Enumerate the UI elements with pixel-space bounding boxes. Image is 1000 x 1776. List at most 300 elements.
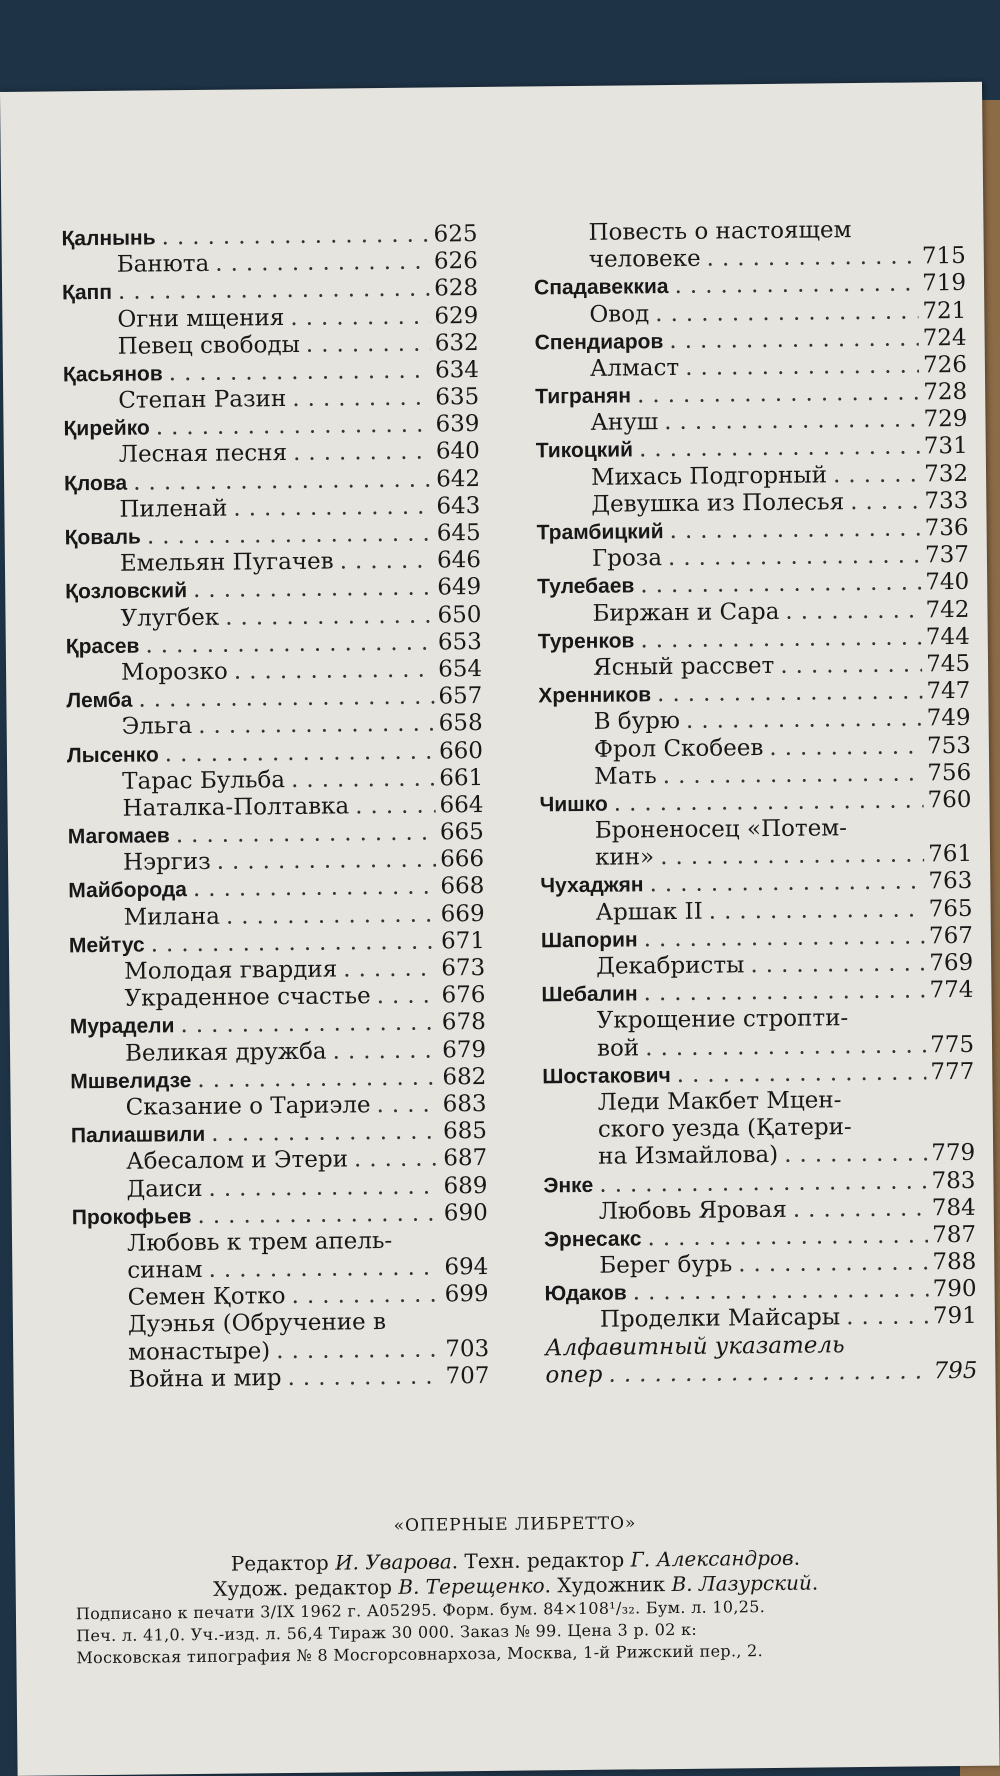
entry-title-line: человеке [588,245,701,274]
dot-leader [744,950,925,979]
entry-title: Пиленай [119,495,228,523]
entry-title: Украденное счастье [124,983,371,1012]
composer-entry [64,466,480,498]
dot-leader [778,1141,927,1170]
dot-leader [228,656,435,685]
entry-title: Трамбицкий [536,520,664,545]
entry-title: Великая дружба [124,1038,327,1067]
page-number: 632 [434,329,479,357]
opera-entry [71,1091,487,1123]
page-number: 724 [922,324,967,352]
dot-leader [634,624,922,654]
composer-entry [68,873,484,905]
page-number: 658 [438,710,483,737]
entry-title-line: кин» [594,844,655,872]
page-number: 679 [442,1036,487,1064]
dot-leader [663,325,919,355]
dot-leader [170,820,436,850]
dot-leader [132,684,434,714]
page-number: 690 [443,1199,488,1227]
dot-leader [191,1200,440,1230]
page-number: 642 [436,465,481,493]
entry-title-line: Укрощение стропти- [596,1005,849,1035]
entry-title: Война и мир [128,1364,282,1393]
dot-leader [334,548,434,576]
entry-title: Юдаков [544,1281,627,1306]
entry-title: Қоваль [64,525,142,550]
opera-entry [64,438,480,470]
entry-title: Алмаст [589,354,680,382]
dot-leader [349,792,436,820]
dot-leader [649,298,919,328]
dot-leader [270,1336,441,1365]
dot-leader [668,271,918,301]
opera-entry [65,547,481,579]
entry-title: Улугбек [120,604,220,632]
entry-title-line: Повесть о настоящем [588,217,852,246]
entry-title: Спендиаров [534,329,664,355]
dot-leader [732,1249,929,1278]
page-number: 726 [922,351,968,379]
page-number: 625 [433,220,478,248]
page-number: 777 [930,1058,975,1086]
dot-leader [774,651,922,680]
dot-leader [284,303,430,332]
dot-leader [209,249,430,279]
page-number: 715 [921,243,966,270]
page-number: 740 [925,569,970,596]
page-number: 661 [439,764,484,792]
dot-leader [187,575,434,605]
page-number: 649 [437,574,482,601]
page-number: 689 [443,1172,488,1199]
entry-title: Қасьянов [62,362,163,387]
contents-column-left [61,221,489,1394]
dot-leader [827,461,920,489]
dot-leader [205,1119,439,1149]
page-number: 653 [437,628,482,656]
dot-leader [602,1358,929,1389]
entry-title: Наталка-Полтавка [122,793,350,822]
composer-entry [69,928,485,960]
page-number: 775 [929,1031,975,1058]
dot-leader [658,407,920,437]
entry-title: Мшвелидзе [70,1068,192,1094]
page-number: 765 [928,895,973,922]
print-details-line-1: Подписано к печати 3/IX 1962 г. А05295. Форм. бум. 84×108¹/₃₂. Бум. л. 10,25. [75,1597,766,1624]
page-number: 640 [435,438,480,465]
opera-entry [67,765,483,797]
composer-entry [72,1200,488,1232]
entry-title: Емельян Пугачев [119,548,334,578]
page-number: 626 [433,248,478,275]
composer-entry [65,520,481,552]
dot-leader [637,978,925,1008]
opera-entry [68,846,484,878]
page-number: 756 [927,759,972,787]
page-number: 733 [924,487,969,515]
entry-title: Нэргиз [122,849,211,877]
page-number: 629 [434,302,479,330]
dot-leader [631,379,920,409]
dot-leader [285,765,436,794]
entry-title: Шостакович [542,1063,671,1089]
entry-title-line: монастыре) [128,1337,271,1366]
dot-leader [663,515,920,545]
entry-title: Қрасев [65,634,140,659]
page-number: 628 [434,275,479,302]
page-number: 687 [443,1145,488,1172]
dot-leader [671,1059,927,1089]
entry-title: Любовь Яровая [598,1196,787,1225]
entry-title: Берег бурь [599,1251,733,1279]
entry-title: Қозловский [65,579,188,604]
art-editor-name: В. Терещенко [398,1573,545,1599]
entry-title: Қапп [61,281,113,305]
composer-entry [66,683,482,715]
page-number: 683 [442,1090,487,1118]
editor-name: И. Уварова [334,1549,452,1575]
opera-entry [533,216,966,275]
dot-leader [285,1282,440,1311]
entry-title: Милана [123,903,221,931]
page-number: 753 [926,732,972,759]
opera-entry [66,656,482,688]
dot-leader [145,928,438,958]
entry-title: Эрнесакс [543,1227,642,1252]
entry-title: Қалнынь [61,226,156,251]
dot-leader [139,629,434,659]
entry-title-line: Леди Макбет Мцен- [597,1087,842,1116]
dot-leader [127,466,432,496]
dot-leader [202,1173,439,1203]
dot-leader [637,923,925,953]
composer-entry [65,574,481,606]
page-number: 676 [441,982,486,1009]
entry-title: Михась Подгорный [590,462,828,491]
page-number: 694 [444,1254,489,1281]
dot-leader [662,543,921,573]
page-number: 744 [925,623,970,651]
opera-entry [69,982,485,1014]
composer-entry [63,357,479,389]
entry-title: Степан Разин [118,386,287,414]
dot-leader [227,493,432,522]
dot-leader [634,570,921,600]
dot-leader [141,521,433,551]
page-number: 645 [436,520,481,547]
dot-leader [202,1255,440,1285]
entry-title: Спадавеккиа [533,275,669,300]
page-number: 788 [932,1248,977,1276]
artist-label: . Художник [544,1572,672,1598]
page-number: 634 [434,356,480,384]
page-number: 703 [445,1335,490,1363]
art-editors-line: Худож. редактор В. Терещенко. Художник В. Лазурский. [213,1570,819,1601]
entry-title: Туренков [537,629,635,654]
contents-column-right [533,216,977,1390]
dot-leader [641,1222,928,1252]
composer-entry [62,275,478,307]
opera-entry [71,1145,487,1177]
page-number: 728 [923,378,968,406]
dot-leader [651,679,923,709]
dot-leader [159,738,436,768]
opera-entry [73,1308,490,1367]
entry-title: Прокофьев [71,1204,192,1230]
dot-leader [191,1064,438,1094]
page-number: 664 [439,791,484,819]
dot-leader [654,842,924,872]
entry-title: Морозко [120,658,228,686]
dot-leader [174,1010,438,1040]
entry-title: Сказание о Тариэле [125,1092,371,1121]
dot-leader [211,847,437,877]
art-editor-label: Худож. редактор [213,1574,399,1601]
artist-name: В. Лазурский [671,1570,812,1597]
entry-title: В бурю [593,708,681,736]
entry-title: Фрол Скобеев [593,734,764,763]
entry-title: Хренников [538,683,652,708]
page-number: 721 [922,297,967,324]
dot-leader [633,434,920,464]
entry-title: Аршак II [595,898,703,926]
page-number: 643 [436,492,481,520]
dot-leader [286,385,431,414]
dot-leader [150,412,432,442]
entry-title-line: синам [127,1257,203,1284]
opera-entry [73,1281,489,1313]
opera-entry [542,1086,975,1172]
page-number: 761 [927,841,973,868]
print-details-line-3: Московская типография № 8 Мосгорсовнархоза, Москва, 1-й Рижский пер., 2. [76,1641,764,1668]
entry-title: Даиси [126,1175,203,1203]
dot-leader [337,956,437,984]
entry-title: Гроза [591,545,663,573]
dot-leader [192,711,435,741]
dot-leader [371,983,438,1011]
dot-leader [679,352,919,382]
entry-title: Чухаджян [540,873,644,898]
page-number: 678 [441,1009,486,1036]
page-number: 654 [438,655,483,683]
page-number: 707 [445,1362,490,1390]
entry-title-line: Алфавитный указатель [545,1331,845,1362]
page-number: 657 [438,683,483,710]
dot-leader [608,787,924,818]
entry-title: Тигранян [535,384,632,409]
composer-entry [68,819,484,851]
dot-leader [787,1195,928,1224]
dot-leader [219,602,434,631]
entry-title: Лесная песня [118,440,288,469]
opera-entry [69,901,485,933]
entry-title: Палиашвили [70,1123,206,1148]
opera-entry [62,248,478,280]
entry-title-line: Любовь к трем апель- [126,1227,393,1257]
composer-entry [71,1118,487,1150]
tech-editor-name: Г. Александров [630,1545,794,1572]
opera-entry [72,1227,489,1286]
entry-title-line: на Измайлова) [598,1142,779,1171]
entry-title: Лысенко [66,742,159,767]
composer-entry [66,629,482,661]
opera-entry [62,303,478,335]
page-number: 660 [438,737,484,764]
index-entry [545,1331,978,1390]
entry-title: Магомаев [67,824,170,849]
entry-title: Ясный рассвет [592,652,775,681]
dot-leader [220,901,437,930]
page-number: 635 [435,384,480,411]
entry-title: Майборода [68,878,188,903]
page-number: 671 [440,927,486,955]
dot-leader [281,1363,441,1392]
dot-leader [300,330,431,359]
page-number: 736 [924,514,969,542]
opera-entry [63,384,479,416]
page-number: 673 [441,955,486,982]
page-number: 749 [926,705,971,732]
entry-title: Молодая гвардия [124,956,338,985]
page-number: 650 [437,601,482,629]
page-number: 699 [444,1281,489,1308]
print-details-line-2: Печ. л. 41,0. Уч.-изд. л. 56,4 Тираж 30 000. Заказ № 99. Цена 3 р. 02 к: [76,1619,698,1646]
page-number: 779 [931,1140,976,1167]
entry-title: Мурадели [69,1014,175,1039]
page-number: 790 [932,1276,977,1303]
composer-entry [70,1064,486,1096]
dot-leader [844,488,921,516]
dot-leader [840,1304,929,1332]
dot-leader [326,1037,438,1065]
page-number: 745 [926,650,971,678]
dot-leader [703,896,925,926]
entry-title: Проделки Майсары [599,1304,841,1334]
page-number: 795 [933,1357,978,1385]
dot-leader [700,244,918,273]
entry-title: Лемба [66,688,133,713]
entry-title: Певец свободы [117,331,300,360]
dot-leader [639,1032,926,1062]
entry-title-line: ского уезда (Қатери- [597,1114,852,1143]
page-number: 769 [929,949,974,977]
dot-leader [593,1168,928,1199]
dot-leader [287,439,432,468]
page-number: 729 [923,406,968,433]
opera-entry [65,602,481,634]
entry-title-line: вой [596,1034,640,1062]
opera-entry [70,1037,486,1069]
page-number: 668 [440,873,485,900]
page-number: 784 [931,1194,976,1222]
dot-leader [657,760,924,790]
entry-title: Эльга [121,713,193,741]
page-number: 685 [442,1118,488,1145]
entry-title: Мейтус [68,933,145,958]
page-number: 682 [442,1063,487,1091]
entry-title: Биржан и Сара [592,598,780,627]
entry-title: Мать [594,762,657,790]
opera-entry [63,330,479,362]
entry-title: Шебалин [541,982,638,1007]
entry-title: Қлова [63,471,128,496]
entry-title: Огни мщения [117,304,285,333]
opera-entry [542,1004,975,1063]
opera-entry [71,1173,487,1205]
composer-entry [61,221,477,253]
imprint-block [75,1510,957,1669]
entry-title: Тулебаев [537,574,635,599]
entry-title: Тикоцкий [535,438,634,463]
page-number: 791 [932,1303,978,1330]
page-number: 646 [436,547,482,574]
entry-title: Семен Қотко [127,1283,286,1312]
dot-leader [348,1146,440,1174]
page-number: 787 [931,1221,977,1249]
dot-leader [155,221,429,251]
dot-leader [627,1277,929,1307]
entry-title: Девушка из Полесья [591,489,845,518]
dot-leader [763,733,923,762]
page-number: 760 [927,786,972,814]
page-number: 783 [931,1167,976,1194]
dot-leader [112,276,430,307]
page-number: 737 [924,542,970,569]
entry-title: Шапорин [540,928,638,953]
page-number: 763 [928,868,973,895]
book-page [0,82,1000,1776]
series-title: «ОПЕРНЫЕ ЛИБРЕТТО» [393,1513,637,1536]
dot-leader [163,357,432,387]
dot-leader [187,874,437,904]
opera-entry [540,814,973,873]
dot-leader [779,597,922,626]
tech-editor-label: . Техн. редактор [451,1547,631,1574]
dot-leader [370,1091,438,1119]
dot-leader [680,706,923,736]
composer-entry [63,411,479,443]
dot-leader [643,869,924,899]
page-number: 732 [924,460,969,488]
page-number: 747 [926,678,971,705]
page-number: 669 [440,900,485,928]
entry-title: Тарас Бульба [122,766,286,795]
page-number: 719 [922,270,967,297]
editor-label: Редактор [230,1550,336,1576]
entry-title: Ануш [590,409,659,437]
page-number: 665 [439,819,484,846]
editors-line: Редактор И. Уварова. Техн. редактор Г. Александров. [230,1545,801,1576]
page-number: 731 [923,433,968,460]
entry-title: Чишко [539,792,608,817]
page-number: 767 [928,922,974,950]
entry-title-line: Дуэнья (Обручение в [127,1309,387,1339]
entry-title: Декабристы [596,952,745,980]
entry-title-line: Броненосец «Потем- [594,815,848,844]
entry-title: Энке [543,1173,594,1197]
entry-title: Қирейко [63,416,150,441]
composer-entry [67,738,483,770]
page-number: 639 [435,411,480,438]
entry-title: Овод [589,300,650,328]
opera-entry [67,710,483,742]
entry-title-line: опер [545,1361,603,1389]
entry-title: Банюта [116,250,210,278]
page-number: 742 [925,596,970,623]
opera-entry [69,955,485,987]
page-number: 666 [440,846,485,873]
